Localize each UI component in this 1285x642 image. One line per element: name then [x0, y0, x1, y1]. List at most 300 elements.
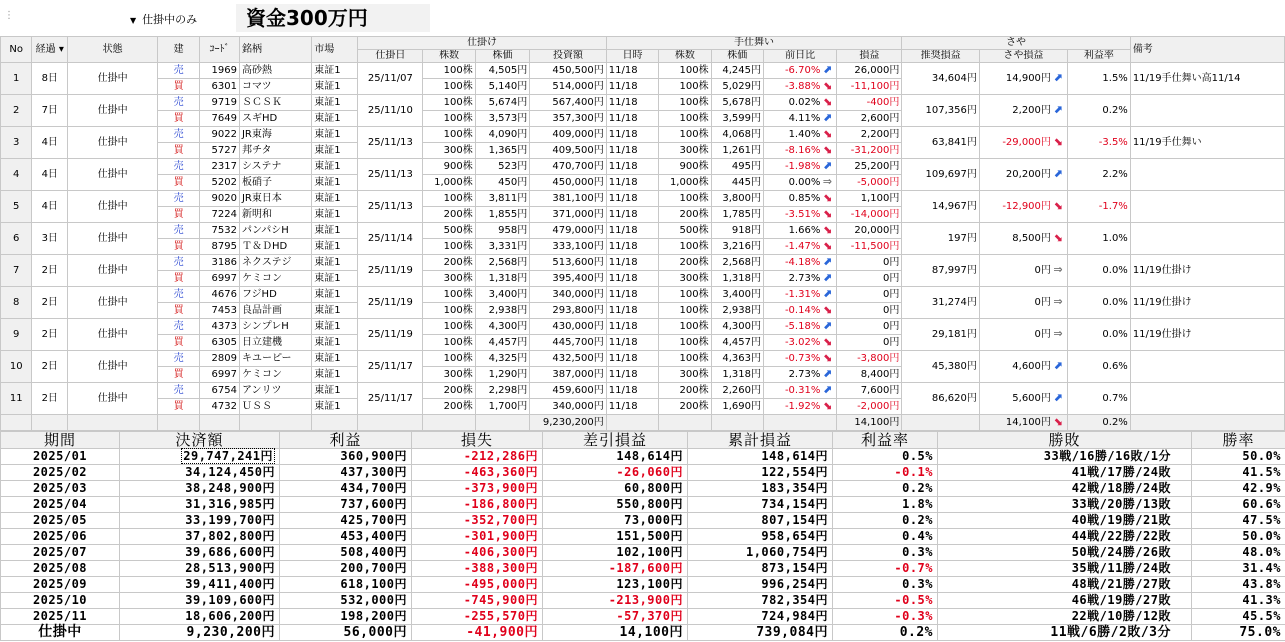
exit-qty-cell: 100株	[659, 287, 711, 303]
exit-price-cell: 5,029円	[711, 79, 763, 95]
side-cell: 買	[158, 143, 200, 159]
market-cell: 東証1	[312, 143, 358, 159]
row-number[interactable]: 10	[1, 351, 32, 383]
col-suisho[interactable]: 推奨損益	[902, 50, 980, 63]
summary-period-cell: 2025/09	[1, 577, 120, 593]
side-cell: 売	[158, 319, 200, 335]
exit-price-cell: 5,678円	[711, 95, 763, 111]
price-cell: 5,140円	[475, 79, 530, 95]
row-number[interactable]: 2	[1, 95, 32, 127]
summary-cum-cell: 996,254円	[688, 577, 833, 593]
qty-cell: 200株	[423, 207, 475, 223]
elapsed-cell: 3日	[32, 223, 68, 255]
pl-cell: -5,000円	[837, 175, 902, 191]
note-cell: 11/19仕掛け	[1130, 319, 1284, 351]
summary-win-cell: 50.0%	[1192, 529, 1285, 545]
total-empty-cell	[239, 415, 311, 431]
market-cell: 東証1	[312, 191, 358, 207]
col-kabuka[interactable]: 株価	[475, 50, 530, 63]
amount-cell: 513,600円	[530, 255, 607, 271]
entry-date-cell: 25/11/07	[358, 63, 423, 95]
price-cell: 4,457円	[475, 335, 530, 351]
col-ichiba[interactable]: 市場	[312, 37, 358, 63]
exit-price-cell: 4,457円	[711, 335, 763, 351]
summary-col-header[interactable]: 勝率	[1192, 432, 1285, 449]
change-cell	[763, 255, 836, 271]
spread-pl-cell	[979, 351, 1067, 383]
pl-cell: 0円	[837, 271, 902, 287]
positions-grid-body	[1, 63, 1285, 431]
name-cell: 良品計画	[239, 303, 311, 319]
col-status[interactable]: 状態	[68, 37, 158, 63]
summary-profit-cell: 532,000円	[280, 593, 412, 609]
exit-price-cell: 4,300円	[711, 319, 763, 335]
table-row[interactable]	[1, 319, 1285, 335]
note-cell	[1130, 159, 1284, 191]
recommended-pl-cell: 63,841円	[902, 127, 980, 159]
market-cell: 東証1	[312, 335, 358, 351]
filter-dropdown[interactable]	[130, 11, 197, 27]
status-cell: 仕掛中	[68, 223, 158, 255]
summary-win-cell: 60.6%	[1192, 497, 1285, 513]
name-cell: コマツ	[239, 79, 311, 95]
filter-label[interactable]: 仕掛中のみ	[142, 13, 198, 26]
exit-qty-cell: 200株	[659, 399, 711, 415]
change-cell	[763, 271, 836, 287]
summary-net-cell: -57,370円	[543, 609, 688, 625]
col-toushi[interactable]: 投資額	[530, 50, 607, 63]
change-cell	[763, 399, 836, 415]
col-kabusu[interactable]: 株数	[423, 50, 475, 63]
exit-price-cell: 2,938円	[711, 303, 763, 319]
table-row[interactable]	[1, 223, 1285, 239]
pl-cell: 26,000円	[837, 63, 902, 79]
name-cell: 新明和	[239, 207, 311, 223]
exit-time-cell: 11/18	[606, 63, 658, 79]
qty-cell: 300株	[423, 367, 475, 383]
trend-flat-icon: ⇒	[822, 175, 832, 188]
exit-price-cell: 3,800円	[711, 191, 763, 207]
price-cell: 1,290円	[475, 367, 530, 383]
summary-cum-cell: 148,614円	[688, 449, 833, 465]
summary-row[interactable]	[1, 593, 1285, 609]
change-cell	[763, 95, 836, 111]
code-cell: 8795	[200, 239, 240, 255]
amount-cell: 381,100円	[530, 191, 607, 207]
summary-col-header[interactable]: 勝敗	[938, 432, 1192, 449]
qty-cell: 100株	[423, 351, 475, 367]
qty-cell: 200株	[423, 399, 475, 415]
trend-up-icon: ⬈	[822, 367, 832, 380]
status-cell: 仕掛中	[68, 95, 158, 127]
summary-net-cell: -26,060円	[543, 465, 688, 481]
status-cell: 仕掛中	[68, 159, 158, 191]
col-zenjitsu[interactable]: 前日比	[763, 50, 836, 63]
change-cell	[763, 239, 836, 255]
recommended-pl-cell: 109,697円	[902, 159, 980, 191]
entry-date-cell: 25/11/19	[358, 255, 423, 287]
summary-settle-cell: 37,802,800円	[120, 529, 280, 545]
summary-row[interactable]	[1, 497, 1285, 513]
qty-cell: 100株	[423, 111, 475, 127]
spread-pl-cell	[979, 383, 1067, 415]
summary-profit-cell: 437,300円	[280, 465, 412, 481]
row-number[interactable]: 5	[1, 191, 32, 223]
summary-period-cell: 2025/03	[1, 481, 120, 497]
exit-qty-cell: 100株	[659, 303, 711, 319]
col-date[interactable]: 仕掛日	[358, 50, 423, 63]
trend-up-icon: ⬈	[1053, 359, 1063, 372]
exit-qty-cell: 100株	[659, 239, 711, 255]
row-number[interactable]: 1	[1, 63, 32, 95]
row-number[interactable]: 9	[1, 319, 32, 351]
change-value: 0.02%	[788, 97, 821, 108]
col-biko[interactable]: 備考	[1130, 37, 1284, 63]
note-cell	[1130, 383, 1284, 415]
spread-pl-cell	[979, 223, 1067, 255]
trend-up-icon: ⬈	[822, 271, 832, 284]
exit-time-cell: 11/18	[606, 191, 658, 207]
exit-time-cell: 11/18	[606, 159, 658, 175]
price-cell: 2,568円	[475, 255, 530, 271]
note-cell: 11/19手仕舞い高11/14	[1130, 63, 1284, 95]
summary-loss-cell: -255,570円	[412, 609, 543, 625]
col-t-kabuka[interactable]: 株価	[711, 50, 763, 63]
summary-settle-cell	[120, 449, 280, 465]
table-row[interactable]	[1, 159, 1285, 175]
amount-cell: 371,000円	[530, 207, 607, 223]
trend-up-icon: ⬈	[822, 319, 832, 332]
amount-cell: 450,500円	[530, 63, 607, 79]
pl-cell: 0円	[837, 287, 902, 303]
exit-price-cell: 4,068円	[711, 127, 763, 143]
row-number[interactable]: 4	[1, 159, 32, 191]
col-no[interactable]: No	[1, 37, 32, 63]
summary-col-header[interactable]: 決済額	[120, 432, 280, 449]
spread-pl-cell	[979, 191, 1067, 223]
name-cell: ケミコン	[239, 367, 311, 383]
amount-cell: 514,000円	[530, 79, 607, 95]
change-value: -0.31%	[784, 385, 821, 396]
summary-profit-cell: 425,700円	[280, 513, 412, 529]
pl-cell: -400円	[837, 95, 902, 111]
pl-cell: -2,000円	[837, 399, 902, 415]
name-cell: フジHD	[239, 287, 311, 303]
table-row[interactable]	[1, 127, 1285, 143]
table-row[interactable]	[1, 351, 1285, 367]
change-value: -1.31%	[784, 289, 821, 300]
summary-col-header[interactable]: 利益	[280, 432, 412, 449]
pl-cell: -3,800円	[837, 351, 902, 367]
name-cell: パンパシH	[239, 223, 311, 239]
trend-up-icon: ⬈	[822, 255, 832, 268]
spread-pl-cell	[979, 63, 1067, 95]
exit-qty-cell: 500株	[659, 223, 711, 239]
pl-cell: 0円	[837, 303, 902, 319]
summary-period-cell: 2025/11	[1, 609, 120, 625]
market-cell: 東証1	[312, 207, 358, 223]
summary-settle-cell: 38,248,900円	[120, 481, 280, 497]
trend-down-icon: ⬊	[822, 351, 832, 364]
trend-down-icon: ⬊	[1053, 415, 1063, 428]
name-cell: ケミコン	[239, 271, 311, 287]
qty-cell: 1,000株	[423, 175, 475, 191]
col-riekiritsu[interactable]: 利益率	[1067, 50, 1130, 63]
change-cell	[763, 191, 836, 207]
market-cell: 東証1	[312, 383, 358, 399]
spread-pl-value: -29,000円	[1002, 137, 1051, 148]
exit-time-cell: 11/18	[606, 287, 658, 303]
side-cell: 買	[158, 303, 200, 319]
total-empty-cell	[68, 415, 158, 431]
qty-cell: 300株	[423, 271, 475, 287]
side-cell: 売	[158, 63, 200, 79]
summary-col-header[interactable]: 期間	[1, 432, 120, 449]
summary-col-header[interactable]: 利益率	[833, 432, 938, 449]
exit-qty-cell: 200株	[659, 255, 711, 271]
total-empty-cell	[358, 415, 423, 431]
exit-qty-cell: 1,000株	[659, 175, 711, 191]
pl-cell: 0円	[837, 255, 902, 271]
note-cell: 11/19仕掛け	[1130, 255, 1284, 287]
change-cell	[763, 223, 836, 239]
side-cell: 買	[158, 399, 200, 415]
exit-price-cell: 1,318円	[711, 367, 763, 383]
change-value: -1.92%	[784, 401, 821, 412]
spread-pl-cell	[979, 319, 1067, 351]
market-cell: 東証1	[312, 127, 358, 143]
code-cell: 7453	[200, 303, 240, 319]
note-cell	[1130, 191, 1284, 223]
table-row[interactable]	[1, 383, 1285, 399]
qty-cell: 100株	[423, 79, 475, 95]
trend-down-icon: ⬊	[822, 207, 832, 220]
name-cell: ＳＣＳＫ	[239, 95, 311, 111]
trend-down-icon: ⬊	[822, 95, 832, 108]
summary-rate-cell: 0.3%	[833, 577, 938, 593]
profit-rate-cell: 0.7%	[1067, 383, 1130, 415]
total-row	[1, 415, 1285, 431]
recommended-pl-cell: 34,604円	[902, 63, 980, 95]
pl-cell: 25,200円	[837, 159, 902, 175]
row-number[interactable]: 8	[1, 287, 32, 319]
summary-win-cell: 43.8%	[1192, 577, 1285, 593]
exit-time-cell: 11/18	[606, 127, 658, 143]
name-cell: 邦チタ	[239, 143, 311, 159]
col-code[interactable]: ｺｰﾄﾞ	[200, 37, 240, 63]
col-t-kabusu[interactable]: 株数	[659, 50, 711, 63]
exit-price-cell: 445円	[711, 175, 763, 191]
exit-qty-cell: 900株	[659, 159, 711, 175]
total-empty-cell	[902, 415, 980, 431]
entry-date-cell: 25/11/14	[358, 223, 423, 255]
pl-cell: 20,000円	[837, 223, 902, 239]
exit-qty-cell: 100株	[659, 79, 711, 95]
summary-net-cell: 550,800円	[543, 497, 688, 513]
dropdown-arrow-icon[interactable]: ▼	[130, 16, 137, 25]
side-cell: 売	[158, 95, 200, 111]
recommended-pl-cell: 14,967円	[902, 191, 980, 223]
amount-cell: 430,000円	[530, 319, 607, 335]
summary-col-header[interactable]: 損失	[412, 432, 543, 449]
row-number[interactable]: 11	[1, 383, 32, 415]
toolbar-grip[interactable]: ⋮	[4, 10, 14, 21]
summary-row[interactable]	[1, 513, 1285, 529]
summary-row[interactable]	[1, 625, 1285, 641]
summary-rate-cell: -0.7%	[833, 561, 938, 577]
summary-settle-cell: 31,316,985円	[120, 497, 280, 513]
summary-win-cell: 41.5%	[1192, 465, 1285, 481]
elapsed-cell: 2日	[32, 319, 68, 351]
exit-time-cell: 11/18	[606, 143, 658, 159]
price-cell: 3,400円	[475, 287, 530, 303]
col-nichiji[interactable]: 日時	[606, 50, 658, 63]
summary-cum-cell: 739,084円	[688, 625, 833, 641]
entry-date-cell: 25/11/17	[358, 351, 423, 383]
summary-wl-cell: 50戦/24勝/26敗	[938, 545, 1192, 561]
row-number[interactable]: 6	[1, 223, 32, 255]
change-cell	[763, 63, 836, 79]
summary-win-cell: 41.3%	[1192, 593, 1285, 609]
market-cell: 東証1	[312, 111, 358, 127]
spread-pl-cell	[979, 127, 1067, 159]
change-cell	[763, 303, 836, 319]
summary-row[interactable]	[1, 545, 1285, 561]
summary-col-header[interactable]: 累計損益	[688, 432, 833, 449]
pl-cell: 2,600円	[837, 111, 902, 127]
exit-price-cell: 495円	[711, 159, 763, 175]
total-empty-cell	[1130, 415, 1284, 431]
code-cell: 4732	[200, 399, 240, 415]
summary-col-header[interactable]: 差引損益	[543, 432, 688, 449]
summary-cum-cell: 873,154円	[688, 561, 833, 577]
exit-price-cell: 1,785円	[711, 207, 763, 223]
pl-cell: 1,100円	[837, 191, 902, 207]
trend-flat-icon: ⇒	[1053, 263, 1063, 276]
col-soneki[interactable]: 損益	[837, 50, 902, 63]
amount-cell: 459,600円	[530, 383, 607, 399]
note-cell: 11/19仕掛け	[1130, 287, 1284, 319]
summary-row[interactable]	[1, 465, 1285, 481]
trend-down-icon: ⬊	[822, 399, 832, 412]
profit-rate-cell: 0.0%	[1067, 255, 1130, 287]
exit-price-cell: 2,260円	[711, 383, 763, 399]
entry-date-cell: 25/11/13	[358, 127, 423, 159]
amount-cell: 333,100円	[530, 239, 607, 255]
total-empty-cell	[423, 415, 475, 431]
summary-settle-cell: 9,230,200円	[120, 625, 280, 641]
qty-cell: 100株	[423, 191, 475, 207]
status-cell: 仕掛中	[68, 319, 158, 351]
trend-down-icon: ⬊	[822, 143, 832, 156]
exit-time-cell: 11/18	[606, 335, 658, 351]
price-cell: 5,674円	[475, 95, 530, 111]
qty-cell: 100株	[423, 95, 475, 111]
total-rate: 0.2%	[1067, 415, 1130, 431]
col-ken[interactable]: 建	[158, 37, 200, 63]
summary-net-cell: 151,500円	[543, 529, 688, 545]
summary-net-cell: 60,800円	[543, 481, 688, 497]
col-meigara[interactable]: 銘柄	[239, 37, 311, 63]
pl-cell: 2,200円	[837, 127, 902, 143]
qty-cell: 200株	[423, 383, 475, 399]
exit-price-cell: 2,568円	[711, 255, 763, 271]
price-cell: 450円	[475, 175, 530, 191]
code-cell: 5202	[200, 175, 240, 191]
col-keika[interactable]: 経過 ▾	[32, 37, 68, 63]
summary-wl-cell: 48戦/21勝/27敗	[938, 577, 1192, 593]
row-number[interactable]: 7	[1, 255, 32, 287]
change-value: 4.11%	[788, 113, 821, 124]
summary-row[interactable]	[1, 609, 1285, 625]
amount-cell: 445,700円	[530, 335, 607, 351]
change-value: -8.16%	[784, 145, 821, 156]
table-row[interactable]	[1, 191, 1285, 207]
summary-wl-cell: 41戦/17勝/24敗	[938, 465, 1192, 481]
spread-pl-cell	[979, 255, 1067, 287]
side-cell: 売	[158, 383, 200, 399]
table-row[interactable]	[1, 255, 1285, 271]
summary-loss-cell: -301,900円	[412, 529, 543, 545]
table-row[interactable]	[1, 95, 1285, 111]
market-cell: 東証1	[312, 239, 358, 255]
summary-row[interactable]	[1, 529, 1285, 545]
profit-rate-cell: 0.0%	[1067, 287, 1130, 319]
elapsed-cell: 8日	[32, 63, 68, 95]
side-cell: 売	[158, 287, 200, 303]
summary-wl-cell: 33戦/20勝/13敗	[938, 497, 1192, 513]
market-cell: 東証1	[312, 271, 358, 287]
summary-row[interactable]	[1, 481, 1285, 497]
row-number[interactable]: 3	[1, 127, 32, 159]
change-value: 0.00%	[788, 177, 821, 188]
summary-row[interactable]	[1, 561, 1285, 577]
summary-cum-cell: 958,654円	[688, 529, 833, 545]
summary-row[interactable]	[1, 577, 1285, 593]
profit-rate-cell: 1.5%	[1067, 63, 1130, 95]
code-cell: 5727	[200, 143, 240, 159]
exit-time-cell: 11/18	[606, 367, 658, 383]
col-saya-soneki[interactable]: さや損益	[979, 50, 1067, 63]
exit-qty-cell: 100株	[659, 95, 711, 111]
exit-time-cell: 11/18	[606, 271, 658, 287]
change-cell	[763, 335, 836, 351]
recommended-pl-cell: 45,380円	[902, 351, 980, 383]
summary-net-cell: -213,900円	[543, 593, 688, 609]
summary-row[interactable]	[1, 449, 1285, 465]
exit-time-cell: 11/18	[606, 207, 658, 223]
exit-price-cell: 1,318円	[711, 271, 763, 287]
summary-settle-cell: 28,513,900円	[120, 561, 280, 577]
qty-cell: 100株	[423, 239, 475, 255]
summary-cum-cell: 782,354円	[688, 593, 833, 609]
table-row[interactable]	[1, 287, 1285, 303]
entry-date-cell: 25/11/13	[358, 159, 423, 191]
elapsed-cell: 2日	[32, 351, 68, 383]
summary-net-cell: 123,100円	[543, 577, 688, 593]
summary-rate-cell: 0.2%	[833, 513, 938, 529]
exit-time-cell: 11/18	[606, 79, 658, 95]
code-cell: 6301	[200, 79, 240, 95]
table-row[interactable]	[1, 63, 1285, 79]
change-cell	[763, 207, 836, 223]
code-cell: 1969	[200, 63, 240, 79]
price-cell: 2,938円	[475, 303, 530, 319]
exit-price-cell: 3,599円	[711, 111, 763, 127]
trend-flat-icon: ⇒	[1053, 327, 1063, 340]
price-cell: 3,573円	[475, 111, 530, 127]
profit-rate-cell: 2.2%	[1067, 159, 1130, 191]
